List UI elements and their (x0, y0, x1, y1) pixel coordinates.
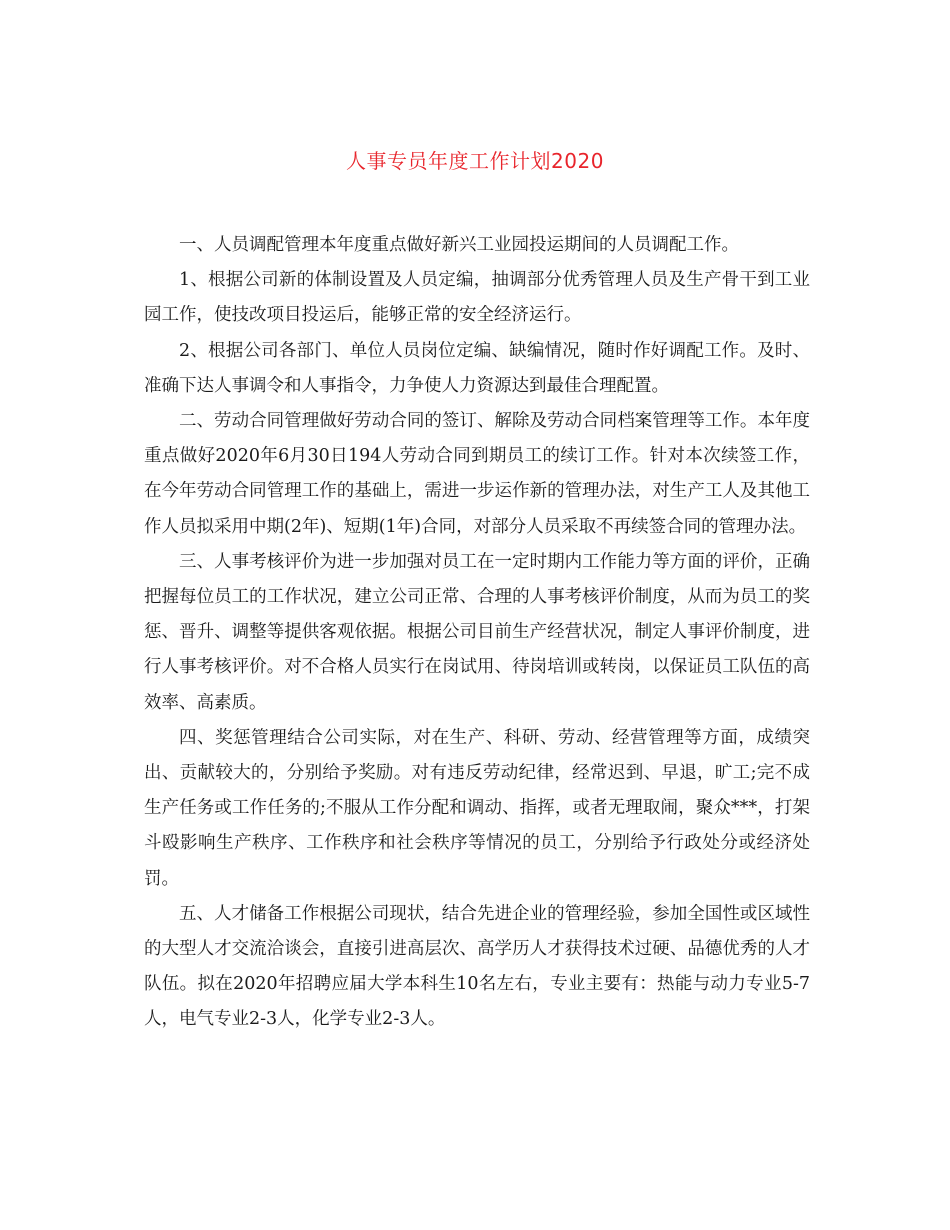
paragraph-item-2: 2、根据公司各部门、单位人员岗位定编、缺编情况，随时作好调配工作。及时、准确下达人事调令和人事指令，力争使人力资源达到最佳合理配置。 (144, 340, 810, 396)
document-title: 人事专员年度工作计划2020 (346, 149, 604, 173)
paragraph-section-5: 五、人才储备工作根据公司现状，结合先进企业的管理经验，参加全国性或区域性的大型人才交流洽谈会，直接引进高层次、高学历人才获得技术过硬、品德优秀的人才队伍。拟在2020年招聘应届大学本科生10名左右，专业主要有：热能与动力专业5-7人，电气专业2-3人，化学专业2-3人。 (144, 903, 810, 1030)
paragraph-section-4: 四、奖惩管理结合公司实际，对在生产、科研、劳动、经营管理等方面，成绩突出、贡献较大的，分别给予奖励。对有违反劳动纪律，经常迟到、早退，旷工;完不成生产任务或工作任务的;不服从工作分配和调动、指挥，或者无理取闹，聚众***，打架斗殴影响生产秩序、工作秩序和社会秩序等情况的员工，分别给予行政处分或经济处罚。 (144, 727, 810, 889)
paragraph-section-2: 二、劳动合同管理做好劳动合同的签订、解除及劳动合同档案管理等工作。本年度重点做好2020年6月30日194人劳动合同到期员工的续订工作。针对本次续签工作，在今年劳动合同管理工作的基础上，需进一步运作新的管理办法，对生产工人及其他工作人员拟采用中期(2年)、短期(1年)合同，对部分人员采取不再续签合同的管理办法。 (144, 411, 810, 537)
paragraph-section-3: 三、人事考核评价为进一步加强对员工在一定时期内工作能力等方面的评价，正确把握每位员工的工作状况，建立公司正常、合理的人事考核评价制度，从而为员工的奖惩、晋升、调整等提供客观依据。根据公司目前生产经营状况，制定人事评价制度，进行人事考核评价。对不合格人员实行在岗试用、待岗培训或转岗，以保证员工队伍的高效率、高素质。 (144, 551, 810, 713)
paragraph-item-1: 1、根据公司新的体制设置及人员定编，抽调部分优秀管理人员及生产骨干到工业园工作，使技改项目投运后，能够正常的安全经济运行。 (144, 270, 810, 326)
document-body (144, 228, 810, 1038)
paragraph-section-1: 一、人员调配管理本年度重点做好新兴工业园投运期间的人员调配工作。 (179, 235, 739, 255)
